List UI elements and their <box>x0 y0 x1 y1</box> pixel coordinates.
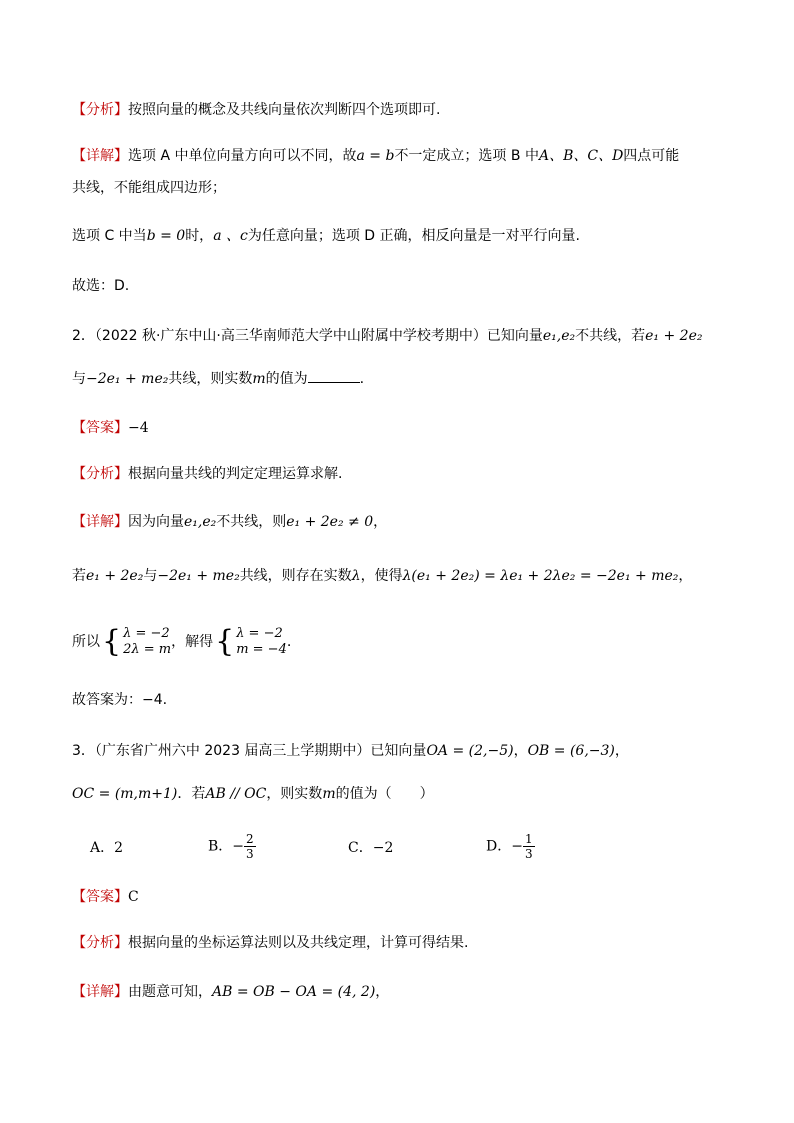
option-b[interactable]: B．− $\frac{2}{3}$ <box>208 832 254 861</box>
equation-system: λ = −2 2λ = m <box>123 626 172 657</box>
answer-label: 【答案】 <box>72 889 128 905</box>
analysis-label: 【分析】 <box>72 466 128 482</box>
math-expr: e₁ + 2e₂ ≠ 0 <box>286 514 374 530</box>
analysis-label: 【分析】 <box>72 935 128 951</box>
q3-answer: 【答案】C <box>72 889 139 905</box>
math-points: A、B、C、D <box>538 148 624 164</box>
option-a[interactable]: A．2 <box>90 840 124 856</box>
q1-detail-line-1: 【详解】选项 A 中单位向量方向可以不同，故a = b不一定成立；选项 B 中A、B、C、D四点可能 <box>72 148 680 164</box>
q3-analysis: 【分析】根据向量的坐标运算法则以及共线定理，计算可得结果. <box>72 935 469 951</box>
q2-detail-line-1: 【详解】因为向量e₁,e₂不共线，则e₁ + 2e₂ ≠ 0， <box>72 514 388 530</box>
q1-detail-line-3: 选项 C 中当b = 0时，a 、c为任意向量；选项 D 正确，相反向量是一对平行向量. <box>72 228 580 244</box>
math-expr: −2e₁ + me₂ <box>86 371 169 387</box>
equation-system: λ = −2 m = −4 <box>236 626 287 657</box>
detail-label: 【详解】 <box>72 148 128 164</box>
math-expr: OA = (2,−5) <box>426 743 514 759</box>
math-vectors: a 、c <box>213 228 248 244</box>
math-expr: AB // OC <box>205 786 267 802</box>
math-expr: OC = (m,m+1) <box>72 786 178 802</box>
detail-label: 【详解】 <box>72 984 128 1000</box>
q3-stem-line-1: 3．（广东省广州六中 2023 届高三上学期期中）已知向量OA = (2,−5)，OB = (6,−3)， <box>72 743 629 759</box>
math-expr: λ(e₁ + 2e₂) = λe₁ + 2λe₂ = −2e₁ + me₂ <box>402 568 679 584</box>
math-expr: a = b <box>356 148 395 164</box>
q1-conclusion: 故选：D. <box>72 278 130 294</box>
math-expr: OB = (6,−3) <box>527 743 615 759</box>
answer-label: 【答案】 <box>72 420 128 436</box>
left-brace: { <box>215 624 235 659</box>
fraction: $\frac{2}{3}$ <box>246 832 254 861</box>
q2-analysis: 【分析】根据向量共线的判定定理运算求解. <box>72 466 343 482</box>
math-expr: AB = OB − OA = (4, 2) <box>212 984 376 1000</box>
math-vectors: e₁,e₂ <box>542 328 576 344</box>
fraction: $\frac{1}{3}$ <box>524 832 533 861</box>
left-brace: { <box>102 624 122 659</box>
q2-conclusion: 故答案为：−4. <box>72 692 168 708</box>
analysis-label: 【分析】 <box>72 102 128 118</box>
answer-blank <box>308 368 360 383</box>
q2-answer: 【答案】−4 <box>72 420 149 436</box>
q2-stem-line-2: 与−2e₁ + me₂共线，则实数m的值为 . <box>72 368 364 389</box>
q2-stem-line-1: 2．（2022 秋·广东中山·高三华南师范大学中山附属中学校考期中）已知向量e₁,e₂不共线，若e₁ + 2e₂ <box>72 328 703 344</box>
q1-analysis: 【分析】按照向量的概念及共线向量依次判断四个选项即可. <box>72 102 441 118</box>
q2-detail-line-2: 若e₁ + 2e₂与−2e₁ + me₂共线，则存在实数λ，使得λ(e₁ + 2e₂) = λe₁ + 2λe₂ = −2e₁ + me₂， <box>72 568 693 584</box>
math-expr: b = 0 <box>146 228 186 244</box>
q3-detail: 【详解】由题意可知，AB = OB − OA = (4, 2)， <box>72 984 390 1000</box>
option-d[interactable]: D．− $\frac{1}{3}$ <box>486 832 533 861</box>
math-expr: e₁ + 2e₂ <box>645 328 703 344</box>
q2-detail-line-3: 所以{ λ = −2 2λ = m ，解得{ λ = −2 m = −4 . <box>72 624 292 659</box>
detail-label: 【详解】 <box>72 514 128 530</box>
option-c[interactable]: C．−2 <box>348 840 394 856</box>
q3-stem-line-2: OC = (m,m+1)．若AB // OC，则实数m的值为（ ） <box>72 786 434 802</box>
q1-detail-line-2: 共线，不能组成四边形； <box>72 180 226 196</box>
